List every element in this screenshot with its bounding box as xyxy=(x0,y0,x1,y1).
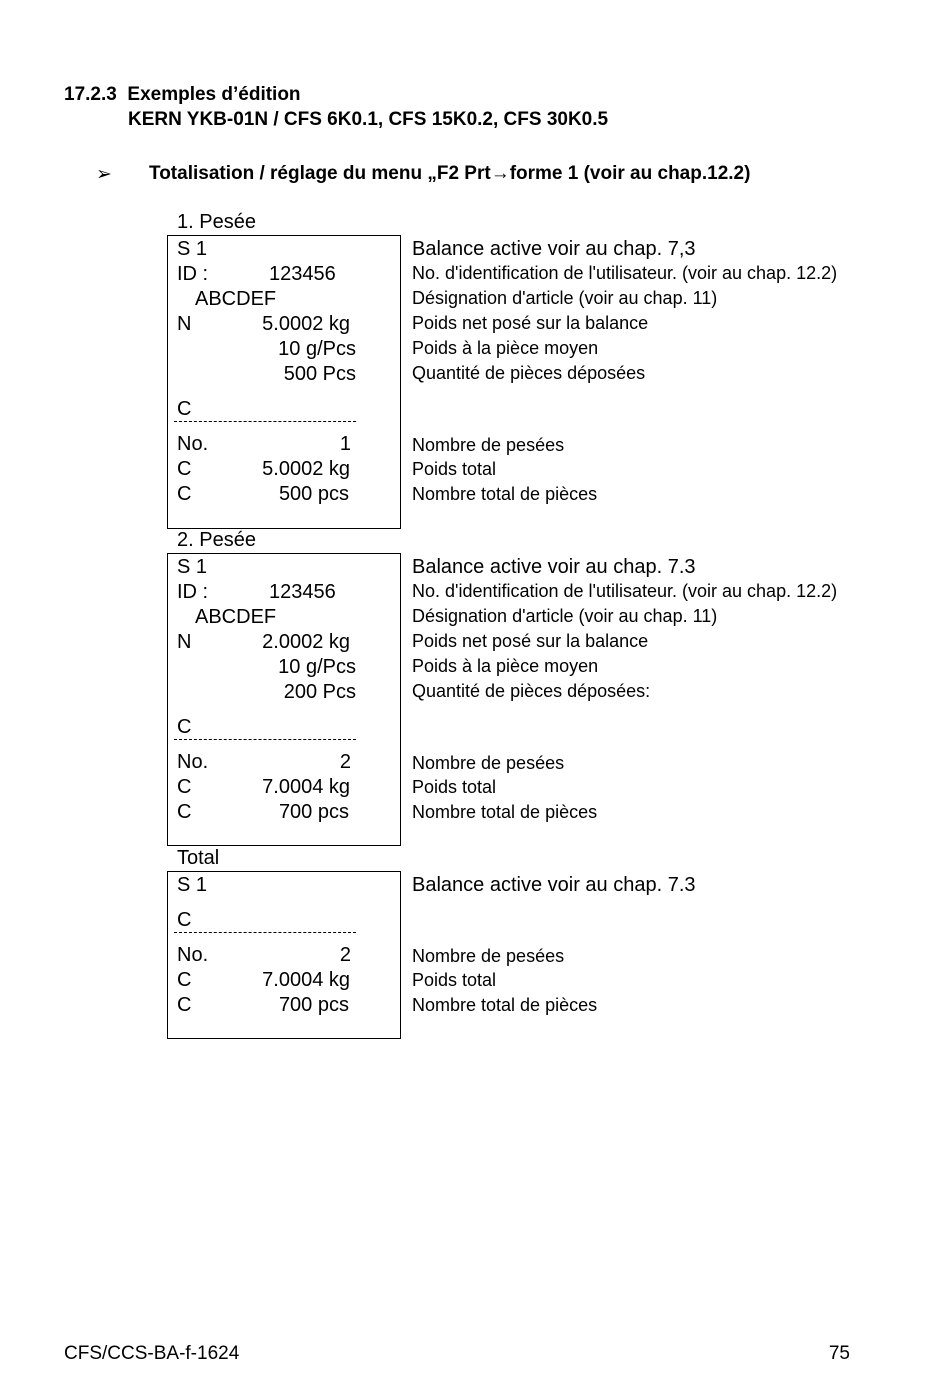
block-2-desc-total-pieces: Nombre total de pièces xyxy=(412,802,598,822)
block-1-total-pieces: 500 pcs xyxy=(278,483,349,505)
block-1-n-label: N xyxy=(177,313,192,335)
total-desc-no: Nombre de pesées xyxy=(412,946,565,966)
block-2-article: ABCDEF xyxy=(195,606,277,628)
footer-doc-code: CFS/CCS-BA-f-1624 xyxy=(64,1343,240,1364)
block-2-desc-total-weight: Poids total xyxy=(412,777,497,797)
block-1-separator xyxy=(174,421,356,422)
bullet-text: Totalisation / réglage du menu „F2 Prt→forme 1 (voir au chap.12.2) xyxy=(149,163,751,184)
section-subtitle: KERN YKB-01N / CFS 6K0.1, CFS 15K0.2, CFS 30K0.5 xyxy=(128,109,609,130)
block-1-no-label: No. xyxy=(177,433,209,455)
total-caption: Total xyxy=(177,847,220,869)
block-1-desc-pieces: Quantité de pièces déposées xyxy=(412,363,646,383)
block-2-total-weight-label: C xyxy=(177,776,192,798)
block-2-net: 2.0002 kg xyxy=(262,631,350,653)
block-1-desc-total-pieces: Nombre total de pièces xyxy=(412,484,598,504)
total-total-weight: 7.0004 kg xyxy=(262,969,350,991)
block-2-desc-id: No. d'identification de l'utilisateur. (voir au chap. 12.2) xyxy=(412,581,838,601)
block-1-desc-no: Nombre de pesées xyxy=(412,435,565,455)
block-2-s1: S 1 xyxy=(177,556,208,578)
block-2-total-pieces: 700 pcs xyxy=(278,801,349,823)
block-2-total-weight: 7.0004 kg xyxy=(262,776,350,798)
block-1-no-value: 1 xyxy=(339,433,351,455)
section-heading xyxy=(64,84,301,106)
block-1-unit-weight: 10 g/Pcs xyxy=(278,338,356,360)
block-2-no-label: No. xyxy=(177,751,209,773)
block-1-pieces: 500 Pcs xyxy=(283,363,356,385)
block-1-desc-id: No. d'identification de l'utilisateur. (voir au chap. 12.2) xyxy=(412,263,838,283)
total-c-label: C xyxy=(177,909,192,931)
block-2-caption: 2. Pesée xyxy=(177,529,256,551)
bullet-marker: ➢ xyxy=(96,164,112,185)
block-2-unit-weight: 10 g/Pcs xyxy=(278,656,356,678)
total-total-pieces-label: C xyxy=(177,994,192,1016)
block-2-id-label: ID : xyxy=(177,581,209,603)
block-1-s1: S 1 xyxy=(177,238,208,260)
total-desc-s1: Balance active voir au chap. 7.3 xyxy=(412,874,696,896)
block-1-desc-unit-weight: Poids à la pièce moyen xyxy=(412,338,599,358)
block-2-desc-s1: Balance active voir au chap. 7.3 xyxy=(412,556,696,578)
block-2-no-value: 2 xyxy=(339,751,351,773)
block-2-desc-no: Nombre de pesées xyxy=(412,753,565,773)
total-separator xyxy=(174,932,356,933)
block-1-id-label: ID : xyxy=(177,263,209,285)
block-2-desc-net: Poids net posé sur la balance xyxy=(412,631,649,651)
block-1-desc-total-weight: Poids total xyxy=(412,459,497,479)
block-2-desc-unit-weight: Poids à la pièce moyen xyxy=(412,656,599,676)
block-1-desc-article: Désignation d'article (voir au chap. 11) xyxy=(412,288,718,308)
block-2-separator xyxy=(174,739,356,740)
block-1-desc-s1: Balance active voir au chap. 7,3 xyxy=(412,238,696,260)
block-1-caption: 1. Pesée xyxy=(177,211,256,233)
block-1-id-value: 123456 xyxy=(269,263,336,285)
block-2-desc-pieces: Quantité de pièces déposées: xyxy=(412,681,651,701)
block-1-total-weight: 5.0002 kg xyxy=(262,458,350,480)
total-no-value: 2 xyxy=(339,944,351,966)
total-no-label: No. xyxy=(177,944,209,966)
block-1-c-label: C xyxy=(177,398,192,420)
total-desc-total-pieces: Nombre total de pièces xyxy=(412,995,598,1015)
block-1-total-pieces-label: C xyxy=(177,483,192,505)
section-title: Exemples d’édition xyxy=(127,84,301,105)
block-1-net: 5.0002 kg xyxy=(262,313,350,335)
total-total-weight-label: C xyxy=(177,969,192,991)
footer-page-number: 75 xyxy=(828,1343,850,1364)
total-s1: S 1 xyxy=(177,874,208,896)
block-2-c-label: C xyxy=(177,716,192,738)
block-2-pieces: 200 Pcs xyxy=(283,681,356,703)
block-1-total-weight-label: C xyxy=(177,458,192,480)
block-1-desc-net: Poids net posé sur la balance xyxy=(412,313,649,333)
block-1-article: ABCDEF xyxy=(195,288,277,310)
block-2-id-value: 123456 xyxy=(269,581,336,603)
total-total-pieces: 700 pcs xyxy=(278,994,349,1016)
section-number: 17.2.3 xyxy=(64,84,117,105)
block-2-n-label: N xyxy=(177,631,192,653)
block-2-total-pieces-label: C xyxy=(177,801,192,823)
total-desc-total-weight: Poids total xyxy=(412,970,497,990)
block-2-desc-article: Désignation d'article (voir au chap. 11) xyxy=(412,606,718,626)
